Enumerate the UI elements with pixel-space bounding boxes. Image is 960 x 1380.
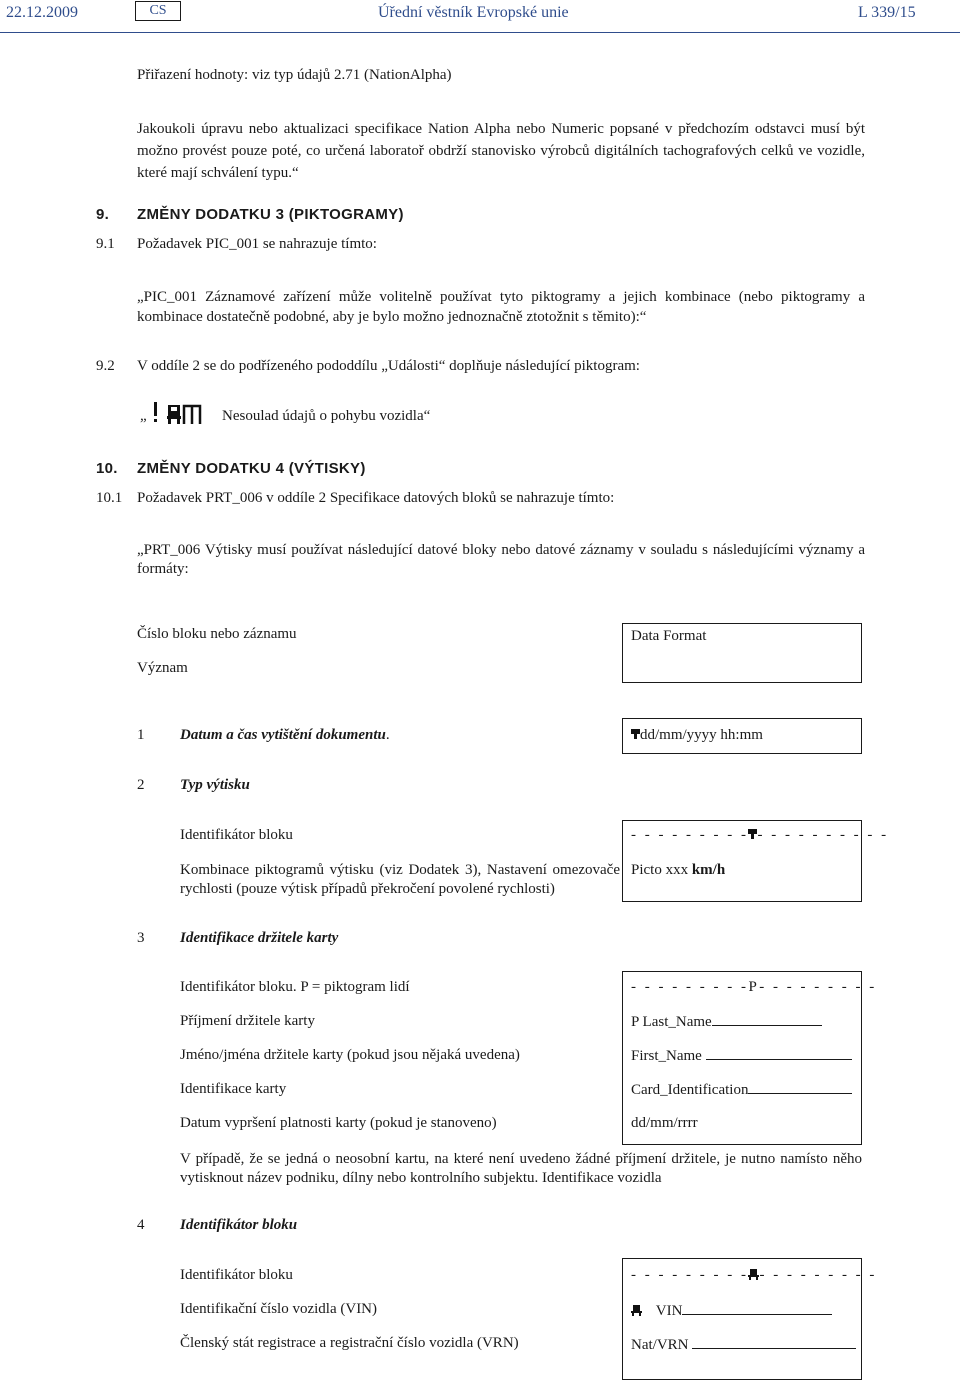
section-9-1-text: Požadavek PIC_001 se nahrazuje tímto: xyxy=(137,236,377,252)
exclamation-icon xyxy=(154,402,157,422)
truck-icon xyxy=(631,1304,642,1316)
row-3-note: V případě, že se jedná o neosobní kartu, na které není uvedeno žádné příjmení držitele, je nutno namísto něho vytisknout název podniku, dílny nebo kontrolního subjektu. Identifikace vozidla xyxy=(180,1151,862,1186)
row-2-format-box xyxy=(622,820,889,902)
row-4-format-box xyxy=(622,1258,877,1380)
row-3-card-id-format: Card_Identification xyxy=(631,1081,852,1099)
row-4-vin-format: VIN xyxy=(631,1302,832,1320)
table-head-block-number: Číslo bloku nebo záznamu xyxy=(137,626,297,642)
pictogram-label: Nesoulad údajů o pohybu vozidla“ xyxy=(222,408,431,424)
data-format-header-box xyxy=(622,623,862,683)
intro-paragraph: Jakoukoli úpravu nebo aktualizaci specifikace Nation Alpha nebo Numeric popsané v předchozím odstavci musí být možno provést pouze poté, co určená laboratoř obdrží stanovisko výrobců digitálních tachografových celků ve vozidle, které mají schválení typu.“ xyxy=(137,121,865,181)
row-4-vrn: Členský stát registrace a registrační číslo vozidla (VRN) xyxy=(180,1335,519,1351)
row-2-picto-format: Picto xxx km/h xyxy=(631,862,726,878)
row-3-surname: Příjmení držitele karty xyxy=(180,1013,315,1029)
row-4-vrn-format: Nat/VRN xyxy=(631,1336,856,1354)
table-head-data-format: Data Format xyxy=(631,628,707,644)
vehicle-icon xyxy=(167,405,181,424)
row-1-number: 1 xyxy=(137,727,145,743)
row-4-vin: Identifikační číslo vozidla (VIN) xyxy=(180,1301,378,1317)
fill-line xyxy=(706,1047,852,1060)
row-2-block-id: Identifikátor bloku xyxy=(180,827,293,843)
row-4-number: 4 xyxy=(137,1217,145,1233)
fill-line xyxy=(692,1336,856,1349)
row-3-first-name-format: First_Name xyxy=(631,1047,852,1065)
section-9-2-text: V oddíle 2 se do podřízeného pododdílu „Události“ doplňuje následující piktogram: xyxy=(137,358,640,374)
section-10-1-text: Požadavek PRT_006 v oddíle 2 Specifikace datových bloků se nahrazuje tímto: xyxy=(137,490,615,506)
row-3-expiry-format: dd/mm/rrrr xyxy=(631,1115,698,1131)
section-9-number: 9. xyxy=(96,206,110,223)
row-4-title: Identifikátor bloku xyxy=(180,1217,298,1233)
row-3-first-name: Jméno/jména držitele karty (pokud jsou nějaká uvedena) xyxy=(180,1047,520,1063)
section-10-number: 10. xyxy=(96,460,118,477)
distance-pulse-icon xyxy=(184,406,200,424)
fill-line xyxy=(682,1302,832,1315)
row-1-format-box xyxy=(622,718,862,754)
pic001-quote: „PIC_001 Záznamové zařízení může volitelně používat tyto piktogramy a jejich kombinace (nebo piktogramy a kombinace dostatečně podobné, aby je bylo možno jednoznačně ztotožnit s těmito):“ xyxy=(137,289,865,325)
row-2-number: 2 xyxy=(137,777,145,793)
truck-icon xyxy=(748,1268,759,1280)
page-reference: L 339/15 xyxy=(858,4,916,21)
row-1-title: Datum a čas vytištění dokumentu. xyxy=(180,727,390,743)
row-3-card-id: Identifikace karty xyxy=(180,1081,287,1097)
pictogram-mismatch xyxy=(150,400,205,428)
row-4-block-id: Identifikátor bloku xyxy=(180,1267,293,1283)
row-4-block-id-format: - - - - - - - - - - - - - - - - - - xyxy=(631,1267,877,1283)
header-date: 22.12.2009 xyxy=(6,4,78,21)
row-3-number: 3 xyxy=(137,930,145,946)
fill-line xyxy=(712,1013,822,1026)
header-rule xyxy=(0,32,960,33)
row-2-pictogram-combo: Kombinace piktogramů výtisku (viz Dodatek 3), Nastavení omezovače rychlosti (pouze výtisk případů překročení povolené rychlosti) xyxy=(180,862,620,897)
row-1-format: dd/mm/yyyy hh:mm xyxy=(631,727,763,744)
section-10-title: ZMĚNY DODATKU 4 (VÝTISKY) xyxy=(137,460,366,477)
row-3-expiry: Datum vypršení platnosti karty (pokud je stanoveno) xyxy=(180,1115,497,1131)
row-3-block-id-format: - - - - - - - - -P- - - - - - - - - xyxy=(631,979,877,995)
value-assignment: Přiřazení hodnoty: viz typ údajů 2.71 (NationAlpha) xyxy=(137,67,452,83)
section-10-1-number: 10.1 xyxy=(96,490,123,506)
fill-line xyxy=(748,1081,852,1094)
section-9-2-number: 9.2 xyxy=(96,358,115,374)
journal-title: Úřední věstník Evropské unie xyxy=(378,4,569,21)
section-9-title: ZMĚNY DODATKU 3 (PIKTOGRAMY) xyxy=(137,206,404,223)
row-2-title: Typ výtisku xyxy=(180,777,250,793)
row-3-format-box xyxy=(622,971,877,1145)
pictogram-quote-mark: „ xyxy=(140,408,147,424)
prt006-quote: „PRT_006 Výtisky musí používat následující datové bloky nebo datové záznamy v souladu s následujícími významy a formáty: xyxy=(137,542,865,577)
row-2-block-id-format: - - - - - - - - - - - - - - - - - - - xyxy=(631,827,889,843)
printer-icon xyxy=(631,728,640,740)
row-3-surname-format: P Last_Name xyxy=(631,1013,822,1031)
language-badge: CS xyxy=(135,1,181,21)
row-3-title: Identifikace držitele karty xyxy=(180,930,339,946)
row-3-block-id: Identifikátor bloku. P = piktogram lidí xyxy=(180,979,410,995)
table-head-meaning: Význam xyxy=(137,660,188,676)
section-9-1-number: 9.1 xyxy=(96,236,115,252)
